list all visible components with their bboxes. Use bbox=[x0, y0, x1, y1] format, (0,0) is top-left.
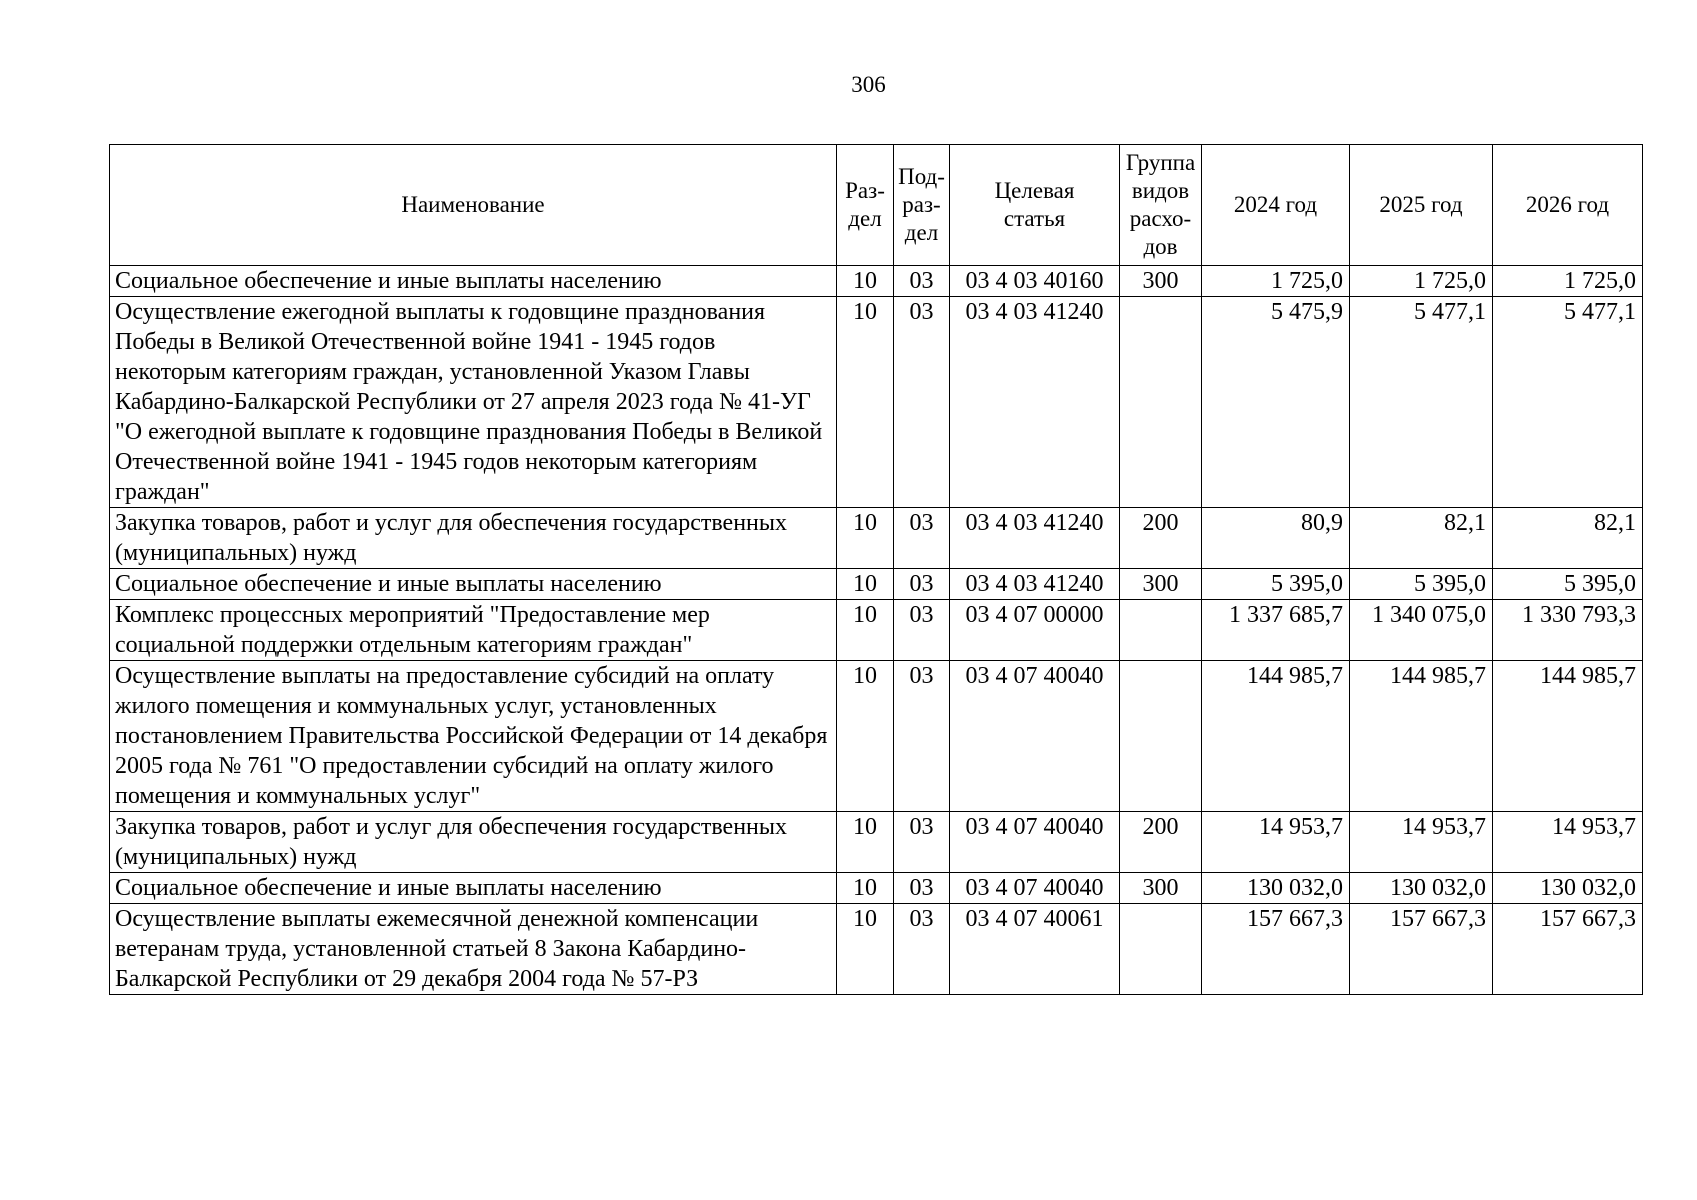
row-section: 10 bbox=[837, 297, 894, 508]
header-2025: 2025 год bbox=[1350, 145, 1493, 266]
row-name: Осуществление выплаты ежемесячной денежной компенсации ветеранам труда, установленной статьей 8 Закона Кабардино-Балкарской Республики от 29 декабря 2004 года № 57-РЗ bbox=[110, 904, 837, 995]
row-2024: 80,9 bbox=[1202, 508, 1350, 569]
row-2024: 5 475,9 bbox=[1202, 297, 1350, 508]
row-name: Социальное обеспечение и иные выплаты населению bbox=[110, 266, 837, 297]
row-name: Осуществление ежегодной выплаты к годовщине празднования Победы в Великой Отечественной войне 1941 - 1945 годов некоторым категориям граждан, установленной Указом Главы Кабардино-Балкарской Республики от 27 апреля 2023 года № 41-УГ "О ежегодной выплате к годовщине празднования Победы в Великой Отечественной войне 1941 - 1945 годов некоторым категориям граждан" bbox=[110, 297, 837, 508]
row-group: 300 bbox=[1120, 569, 1202, 600]
row-section: 10 bbox=[837, 569, 894, 600]
table-row bbox=[110, 266, 1643, 297]
page-number: 306 bbox=[851, 72, 886, 97]
table-row bbox=[110, 600, 1643, 661]
row-2024: 130 032,0 bbox=[1202, 873, 1350, 904]
row-2024: 1 337 685,7 bbox=[1202, 600, 1350, 661]
row-section: 10 bbox=[837, 600, 894, 661]
header-group: Группа видов расхо- дов bbox=[1120, 145, 1202, 266]
row-2026: 157 667,3 bbox=[1493, 904, 1643, 995]
row-2026: 1 330 793,3 bbox=[1493, 600, 1643, 661]
row-group bbox=[1120, 297, 1202, 508]
row-2024: 1 725,0 bbox=[1202, 266, 1350, 297]
row-group bbox=[1120, 600, 1202, 661]
header-target: Целевая статья bbox=[950, 145, 1120, 266]
row-target: 03 4 07 40061 bbox=[950, 904, 1120, 995]
row-name: Комплекс процессных мероприятий "Предоставление мер социальной поддержки отдельным категориям граждан" bbox=[110, 600, 837, 661]
row-2025: 157 667,3 bbox=[1350, 904, 1493, 995]
row-group bbox=[1120, 904, 1202, 995]
row-2024: 144 985,7 bbox=[1202, 661, 1350, 812]
row-subsection: 03 bbox=[894, 904, 950, 995]
row-name: Закупка товаров, работ и услуг для обеспечения государственных (муниципальных) нужд bbox=[110, 812, 837, 873]
row-target: 03 4 07 40040 bbox=[950, 661, 1120, 812]
row-2025: 14 953,7 bbox=[1350, 812, 1493, 873]
row-section: 10 bbox=[837, 812, 894, 873]
row-target: 03 4 03 40160 bbox=[950, 266, 1120, 297]
table-row bbox=[110, 297, 1643, 508]
row-group: 300 bbox=[1120, 873, 1202, 904]
row-2025: 1 340 075,0 bbox=[1350, 600, 1493, 661]
row-target: 03 4 03 41240 bbox=[950, 569, 1120, 600]
table-row bbox=[110, 904, 1643, 995]
row-target: 03 4 07 40040 bbox=[950, 873, 1120, 904]
row-2025: 82,1 bbox=[1350, 508, 1493, 569]
row-target: 03 4 03 41240 bbox=[950, 297, 1120, 508]
row-target: 03 4 07 40040 bbox=[950, 812, 1120, 873]
table-row bbox=[110, 508, 1643, 569]
row-group: 300 bbox=[1120, 266, 1202, 297]
row-name: Социальное обеспечение и иные выплаты населению bbox=[110, 873, 837, 904]
row-target: 03 4 07 00000 bbox=[950, 600, 1120, 661]
table-row bbox=[110, 661, 1643, 812]
row-subsection: 03 bbox=[894, 600, 950, 661]
row-section: 10 bbox=[837, 508, 894, 569]
row-2025: 130 032,0 bbox=[1350, 873, 1493, 904]
table-row bbox=[110, 873, 1643, 904]
table-body bbox=[110, 266, 1643, 995]
row-subsection: 03 bbox=[894, 661, 950, 812]
row-subsection: 03 bbox=[894, 812, 950, 873]
row-2026: 5 477,1 bbox=[1493, 297, 1643, 508]
row-name: Осуществление выплаты на предоставление субсидий на оплату жилого помещения и коммунальных услуг, установленных постановлением Правительства Российской Федерации от 14 декабря 2005 года № 761 "О предоставлении субсидий на оплату жилого помещения и коммунальных услуг" bbox=[110, 661, 837, 812]
budget-table bbox=[109, 144, 1643, 995]
row-target: 03 4 03 41240 bbox=[950, 508, 1120, 569]
row-name: Социальное обеспечение и иные выплаты населению bbox=[110, 569, 837, 600]
row-section: 10 bbox=[837, 661, 894, 812]
row-group: 200 bbox=[1120, 812, 1202, 873]
table-row bbox=[110, 812, 1643, 873]
row-name: Закупка товаров, работ и услуг для обеспечения государственных (муниципальных) нужд bbox=[110, 508, 837, 569]
header-2024: 2024 год bbox=[1202, 145, 1350, 266]
row-section: 10 bbox=[837, 873, 894, 904]
row-2025: 5 477,1 bbox=[1350, 297, 1493, 508]
header-name: Наименование bbox=[110, 145, 837, 266]
row-subsection: 03 bbox=[894, 266, 950, 297]
header-subsection: Под- раз- дел bbox=[894, 145, 950, 266]
row-2025: 144 985,7 bbox=[1350, 661, 1493, 812]
row-2026: 144 985,7 bbox=[1493, 661, 1643, 812]
row-2026: 5 395,0 bbox=[1493, 569, 1643, 600]
row-2024: 5 395,0 bbox=[1202, 569, 1350, 600]
row-2025: 5 395,0 bbox=[1350, 569, 1493, 600]
row-2025: 1 725,0 bbox=[1350, 266, 1493, 297]
row-2026: 82,1 bbox=[1493, 508, 1643, 569]
row-section: 10 bbox=[837, 266, 894, 297]
header-section: Раз- дел bbox=[837, 145, 894, 266]
row-2026: 14 953,7 bbox=[1493, 812, 1643, 873]
row-subsection: 03 bbox=[894, 508, 950, 569]
row-group bbox=[1120, 661, 1202, 812]
row-2026: 130 032,0 bbox=[1493, 873, 1643, 904]
row-group: 200 bbox=[1120, 508, 1202, 569]
row-2024: 157 667,3 bbox=[1202, 904, 1350, 995]
table-row bbox=[110, 569, 1643, 600]
row-subsection: 03 bbox=[894, 873, 950, 904]
row-section: 10 bbox=[837, 904, 894, 995]
header-2026: 2026 год bbox=[1493, 145, 1643, 266]
row-subsection: 03 bbox=[894, 297, 950, 508]
row-2026: 1 725,0 bbox=[1493, 266, 1643, 297]
table-header bbox=[110, 145, 1643, 266]
row-2024: 14 953,7 bbox=[1202, 812, 1350, 873]
row-subsection: 03 bbox=[894, 569, 950, 600]
